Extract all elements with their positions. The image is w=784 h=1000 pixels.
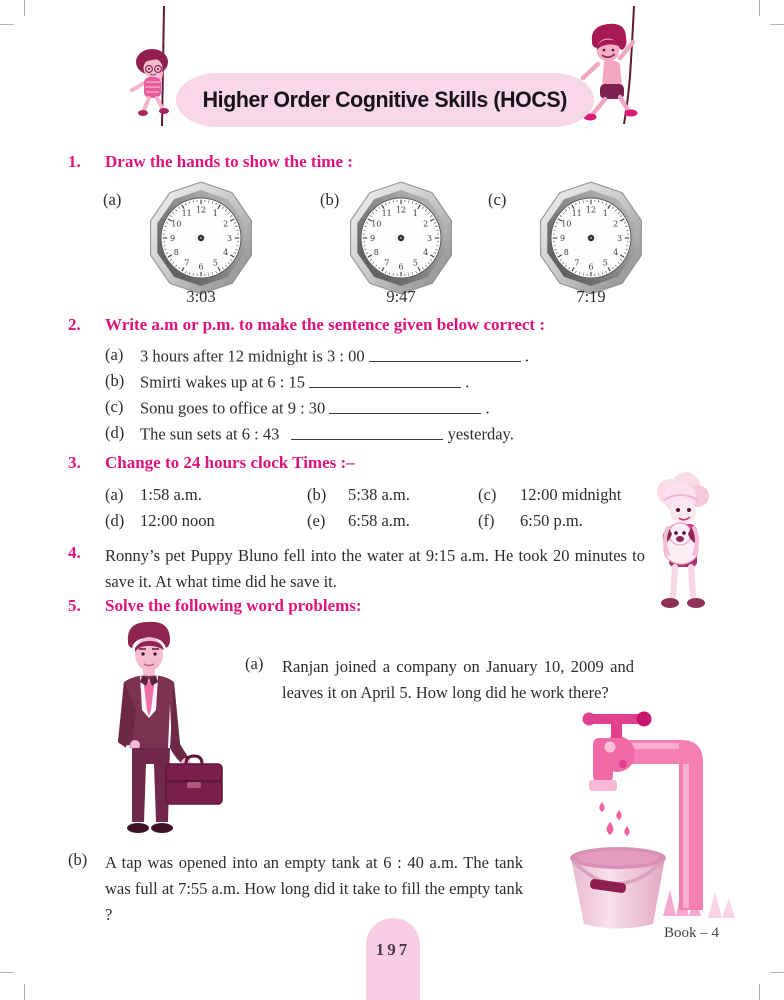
q2-item-a-blank[interactable] (369, 345, 521, 362)
svg-text:5: 5 (412, 258, 418, 268)
crop-mark-bl-h (0, 972, 14, 973)
svg-text:4: 4 (613, 248, 619, 257)
svg-text:7: 7 (574, 258, 580, 268)
q3-item-e-text: 6:58 a.m. (348, 511, 410, 530)
crop-mark-br-v (759, 984, 760, 1000)
q3-item-f-label: (f) (478, 511, 495, 530)
q3-item-b-text: 5:38 a.m. (348, 485, 410, 504)
q2-item-a-suffix: . (524, 346, 529, 366)
q2-item-c-suffix: . (485, 398, 490, 418)
svg-text:1: 1 (412, 209, 418, 219)
svg-text:10: 10 (371, 219, 382, 229)
q2-item-d-blank[interactable] (291, 423, 443, 440)
q2-number: 2. (68, 315, 81, 334)
page-number-tab (366, 918, 420, 1000)
q2-item-b-blank[interactable] (309, 371, 461, 388)
book-label: Book – 4 (664, 925, 720, 941)
svg-text:10: 10 (561, 219, 572, 229)
q2-item-b-label: (b) (105, 371, 125, 390)
crop-mark-br-h (770, 972, 784, 973)
q5-item-a-label: (a) (245, 654, 264, 673)
svg-text:9: 9 (169, 233, 176, 243)
boy-with-puppy-illustration (640, 466, 728, 636)
svg-text:11: 11 (381, 209, 392, 219)
q2-heading: Write a.m or p.m. to make the sentence given below correct : (105, 315, 545, 334)
svg-text:7: 7 (184, 258, 190, 268)
tap-and-bucket-illustration (543, 698, 763, 933)
q3-number: 3. (68, 453, 81, 472)
svg-text:12: 12 (585, 205, 597, 215)
q5-item-a-text: Ranjan joined a company on January 10, 2009 and leaves it on April 5. How long did he work there? (282, 657, 634, 702)
svg-text:3: 3 (616, 233, 623, 243)
crop-mark-tr-v (759, 0, 760, 16)
q2-item-b-suffix: . (465, 372, 470, 392)
svg-text:2: 2 (423, 219, 429, 229)
clock-a-time: 3:03 (186, 287, 216, 306)
crop-mark-bl-v (24, 984, 25, 1000)
clock-b-time: 9:47 (386, 287, 416, 306)
q1-heading: Draw the hands to show the time : (105, 152, 353, 171)
q5-number: 5. (68, 596, 81, 615)
crop-mark-tl-h (0, 24, 14, 25)
q2-item-a (140, 345, 529, 367)
q2-item-d-text: The sun sets at 6 : 43 (140, 424, 280, 444)
q2-item-c (140, 397, 490, 419)
crop-mark-tl-v (24, 0, 25, 16)
q2-item-d-label: (d) (105, 423, 125, 442)
q2-item-b-text: Smirti wakes up at 6 : 15 (140, 372, 305, 392)
crop-mark-tr-h (770, 24, 784, 25)
q3-item-c-label: (c) (478, 485, 497, 504)
q4-number: 4. (68, 543, 81, 562)
q2-item-c-blank[interactable] (329, 397, 481, 414)
svg-text:4: 4 (423, 248, 429, 257)
svg-text:7: 7 (384, 258, 390, 268)
q2-item-c-label: (c) (105, 397, 124, 416)
svg-text:8: 8 (373, 248, 379, 257)
q4-text: Ronny’s pet Puppy Bluno fell into the water at 9:15 a.m. He took 20 minutes to save it. At what time did he save it. (105, 546, 645, 591)
svg-text:12: 12 (195, 205, 207, 215)
svg-text:5: 5 (212, 258, 218, 268)
q3-item-a-text: 1:58 a.m. (140, 485, 202, 504)
svg-text:3: 3 (426, 233, 433, 243)
q3-item-d-label: (d) (105, 511, 125, 530)
q3-item-a-label: (a) (105, 485, 124, 504)
clock-face-b[interactable] (346, 180, 456, 296)
svg-text:6: 6 (198, 262, 204, 272)
svg-text:4: 4 (223, 248, 229, 257)
clock-c-time: 7:19 (576, 287, 606, 306)
svg-text:9: 9 (369, 233, 376, 243)
svg-text:1: 1 (602, 209, 608, 219)
svg-text:8: 8 (563, 248, 569, 257)
svg-text:11: 11 (181, 209, 192, 219)
q2-item-a-text: 3 hours after 12 midnight is 3 : 00 (140, 346, 365, 366)
q5-item-b-text: A tap was opened into an empty tank at 6 : 40 a.m. The tank was full at 7:55 a.m. How long did it take to fill the empty tank ? (105, 853, 523, 924)
q3-heading: Change to 24 hours clock Times :– (105, 453, 355, 472)
q2-item-a-label: (a) (105, 345, 124, 364)
hanging-girl-illustration (116, 6, 192, 134)
clock-face-c[interactable] (536, 180, 646, 296)
clock-b-label: (b) (320, 190, 340, 209)
svg-text:9: 9 (559, 233, 566, 243)
q2-item-d (140, 423, 514, 445)
clock-c-label: (c) (488, 190, 507, 209)
svg-text:11: 11 (571, 209, 582, 219)
page-title: Higher Order Cognitive Skills (HOCS) (202, 87, 568, 112)
clock-face-a[interactable] (146, 180, 256, 296)
q3-item-c-text: 12:00 midnight (520, 485, 622, 504)
q5-item-b-label: (b) (68, 850, 88, 869)
svg-text:2: 2 (223, 219, 229, 229)
page-number: 197 (375, 940, 411, 959)
svg-text:3: 3 (226, 233, 233, 243)
q3-item-d-text: 12:00 noon (140, 511, 215, 530)
svg-text:5: 5 (602, 258, 608, 268)
title-banner (176, 73, 594, 127)
q2-item-c-text: Sonu goes to office at 9 : 30 (140, 398, 326, 418)
q1-number: 1. (68, 152, 81, 171)
svg-text:6: 6 (398, 262, 404, 272)
q2-item-b (140, 371, 469, 393)
svg-text:1: 1 (212, 209, 218, 219)
q3-item-e-label: (e) (307, 511, 326, 530)
svg-text:2: 2 (613, 219, 619, 229)
svg-text:12: 12 (395, 205, 407, 215)
svg-text:6: 6 (588, 262, 594, 272)
q2-item-d-suffix: yesterday. (447, 424, 514, 444)
clock-a-label: (a) (103, 190, 122, 209)
q3-item-f-text: 6:50 p.m. (520, 511, 583, 530)
svg-text:10: 10 (171, 219, 182, 229)
q5-heading: Solve the following word problems: (105, 596, 362, 615)
q3-item-b-label: (b) (307, 485, 327, 504)
svg-text:8: 8 (173, 248, 179, 257)
businessman-illustration (86, 614, 226, 846)
